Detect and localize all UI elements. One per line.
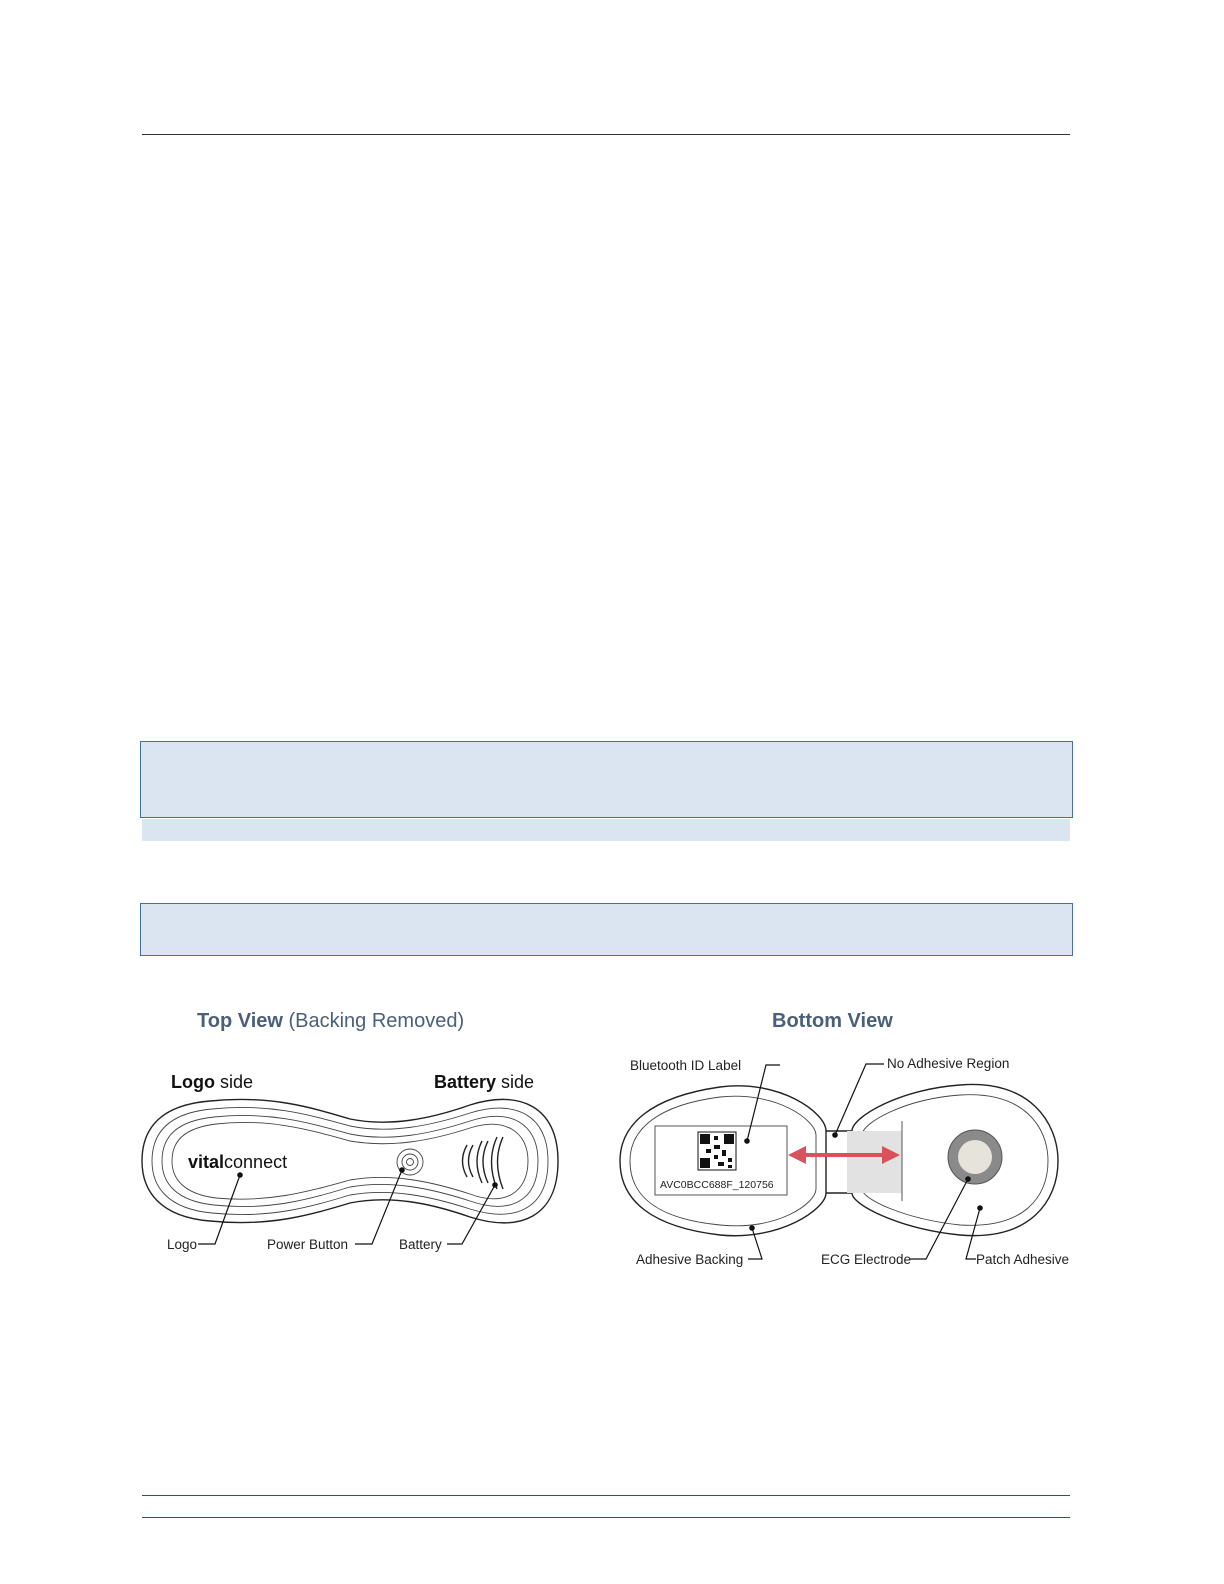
note-box — [140, 741, 1073, 818]
footer-rule — [142, 1495, 1070, 1496]
header-rule — [142, 134, 1070, 135]
qr-code-icon — [698, 1132, 736, 1170]
ecg-electrode-icon — [948, 1130, 1002, 1184]
logo-callout: Logo — [167, 1237, 198, 1252]
bottom-view-title: Bottom View — [772, 1010, 893, 1032]
no-adhesive-callout: No Adhesive Region — [887, 1056, 1010, 1071]
power-button-callout: Power Button — [267, 1237, 349, 1252]
top-view-title: Top View (Backing Removed) — [197, 1010, 465, 1032]
double-arrow-icon — [788, 1146, 900, 1164]
battery-callout: Battery — [399, 1237, 442, 1252]
battery-icon — [463, 1137, 504, 1189]
logo-side-label: Logo side — [171, 1072, 254, 1092]
bottom-view — [620, 1010, 1069, 1267]
battery-side-label: Battery side — [434, 1072, 535, 1092]
device-figure — [140, 995, 1080, 1285]
bluetooth-id-code: AVC0BCC688F_120756 — [660, 1179, 774, 1191]
footer-rule — [142, 1517, 1070, 1518]
ecg-electrode-callout: ECG Electrode — [821, 1252, 912, 1267]
no-adhesive-region — [847, 1131, 902, 1193]
adhesive-backing-callout: Adhesive Backing — [636, 1252, 744, 1267]
vitalconnect-logo: vitalconnect — [188, 1152, 288, 1172]
top-view — [142, 1010, 558, 1252]
note-box-footer — [142, 819, 1070, 841]
bluetooth-id-callout: Bluetooth ID Label — [630, 1058, 742, 1073]
note-box — [140, 903, 1073, 956]
patch-adhesive-callout: Patch Adhesive — [976, 1252, 1070, 1267]
